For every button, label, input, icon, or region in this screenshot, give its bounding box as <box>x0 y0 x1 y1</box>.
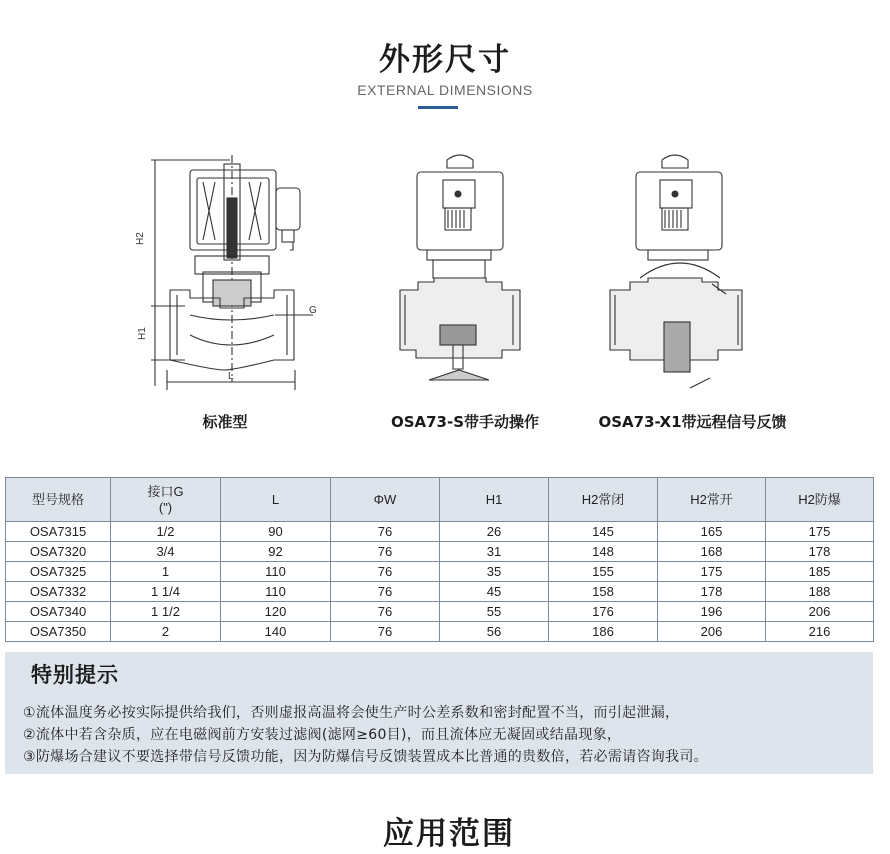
title-underline <box>418 106 458 109</box>
caption-remote-feedback: OSA73-X1带远程信号反馈 <box>598 413 787 431</box>
cell-h2-no: 178 <box>658 582 766 602</box>
table-row <box>6 522 874 542</box>
cell-h2-nc: 155 <box>549 562 658 582</box>
section-title: 外形尺寸 <box>379 42 511 78</box>
cell-h2-no: 168 <box>658 542 766 562</box>
cell-h2-nc: 158 <box>549 582 658 602</box>
drawing-remote-feedback <box>600 150 750 400</box>
header-port-g: 接口G (") <box>111 478 221 522</box>
table-row <box>6 542 874 562</box>
table-row <box>6 602 874 622</box>
header-phi-w: ΦW <box>331 478 440 522</box>
cell-h2-ex: 188 <box>766 582 874 602</box>
cell-model: OSA7325 <box>6 562 111 582</box>
dim-label-h2: H2 <box>135 232 146 245</box>
cell-h2-nc: 145 <box>549 522 658 542</box>
cell-phi-w: 76 <box>331 522 440 542</box>
cell-l: 92 <box>221 542 331 562</box>
cell-port-g: 1/2 <box>111 522 221 542</box>
cell-h2-ex: 185 <box>766 562 874 582</box>
header-h1: H1 <box>440 478 549 522</box>
header-h2-no: H2常开 <box>658 478 766 522</box>
cell-l: 110 <box>221 582 331 602</box>
cell-h1: 55 <box>440 602 549 622</box>
notice-title: 特别提示 <box>31 663 119 687</box>
header-model: 型号规格 <box>6 478 111 522</box>
cell-phi-w: 76 <box>331 562 440 582</box>
table-row <box>6 622 874 642</box>
table-row <box>6 582 874 602</box>
drawing-standard <box>135 150 325 400</box>
cell-h2-ex: 178 <box>766 542 874 562</box>
cell-phi-w: 76 <box>331 602 440 622</box>
cell-l: 110 <box>221 562 331 582</box>
header-h2-ex: H2防爆 <box>766 478 874 522</box>
table-header-row <box>6 478 874 522</box>
caption-manual: OSA73-S带手动操作 <box>390 413 540 431</box>
cell-h2-no: 206 <box>658 622 766 642</box>
cell-l: 90 <box>221 522 331 542</box>
cell-phi-w: 76 <box>331 622 440 642</box>
cell-h2-nc: 186 <box>549 622 658 642</box>
cell-h2-nc: 148 <box>549 542 658 562</box>
cell-l: 140 <box>221 622 331 642</box>
cell-port-g: 2 <box>111 622 221 642</box>
drawing-manual <box>395 150 525 400</box>
cell-h2-ex: 175 <box>766 522 874 542</box>
cell-model: OSA7315 <box>6 522 111 542</box>
cell-port-g: 1 <box>111 562 221 582</box>
cell-model: OSA7340 <box>6 602 111 622</box>
cell-l: 120 <box>221 602 331 622</box>
cell-h2-nc: 176 <box>549 602 658 622</box>
cell-port-g: 1 1/4 <box>111 582 221 602</box>
cell-model: OSA7320 <box>6 542 111 562</box>
cell-h1: 26 <box>440 522 549 542</box>
dim-label-g: G <box>309 305 317 316</box>
next-section-title: 应用范围 <box>383 816 515 852</box>
header-l: L <box>221 478 331 522</box>
cell-h1: 35 <box>440 562 549 582</box>
cell-model: OSA7332 <box>6 582 111 602</box>
cell-phi-w: 76 <box>331 582 440 602</box>
notice-line-2: ②流体中若含杂质，应在电磁阀前方安装过滤阀(滤网≥60目)，而且流体应无凝固或结晶现象， <box>23 727 622 743</box>
cell-h2-no: 175 <box>658 562 766 582</box>
cell-h2-ex: 206 <box>766 602 874 622</box>
cell-h2-no: 165 <box>658 522 766 542</box>
special-notice <box>5 652 873 774</box>
cell-h2-no: 196 <box>658 602 766 622</box>
notice-line-1: ①流体温度务必按实际提供给我们，否则虚报高温将会使生产时公差系数和密封配置不当，而引起泄漏， <box>23 705 680 721</box>
dim-label-h1: H1 <box>137 327 148 340</box>
header-h2-nc: H2常闭 <box>549 478 658 522</box>
cell-h2-ex: 216 <box>766 622 874 642</box>
cell-h1: 45 <box>440 582 549 602</box>
caption-standard: 标准型 <box>202 413 248 431</box>
cell-h1: 56 <box>440 622 549 642</box>
section-subtitle: EXTERNAL DIMENSIONS <box>357 82 533 98</box>
table-row <box>6 562 874 582</box>
notice-line-3: ③防爆场合建议不要选择带信号反馈功能，因为防爆信号反馈装置成本比普通的贵数倍，若必需请咨询我司。 <box>23 749 708 765</box>
cell-h1: 31 <box>440 542 549 562</box>
cell-model: OSA7350 <box>6 622 111 642</box>
cell-port-g: 1 1/2 <box>111 602 221 622</box>
spec-table <box>5 477 874 642</box>
cell-port-g: 3/4 <box>111 542 221 562</box>
dim-label-l: L <box>228 371 234 382</box>
cell-phi-w: 76 <box>331 542 440 562</box>
